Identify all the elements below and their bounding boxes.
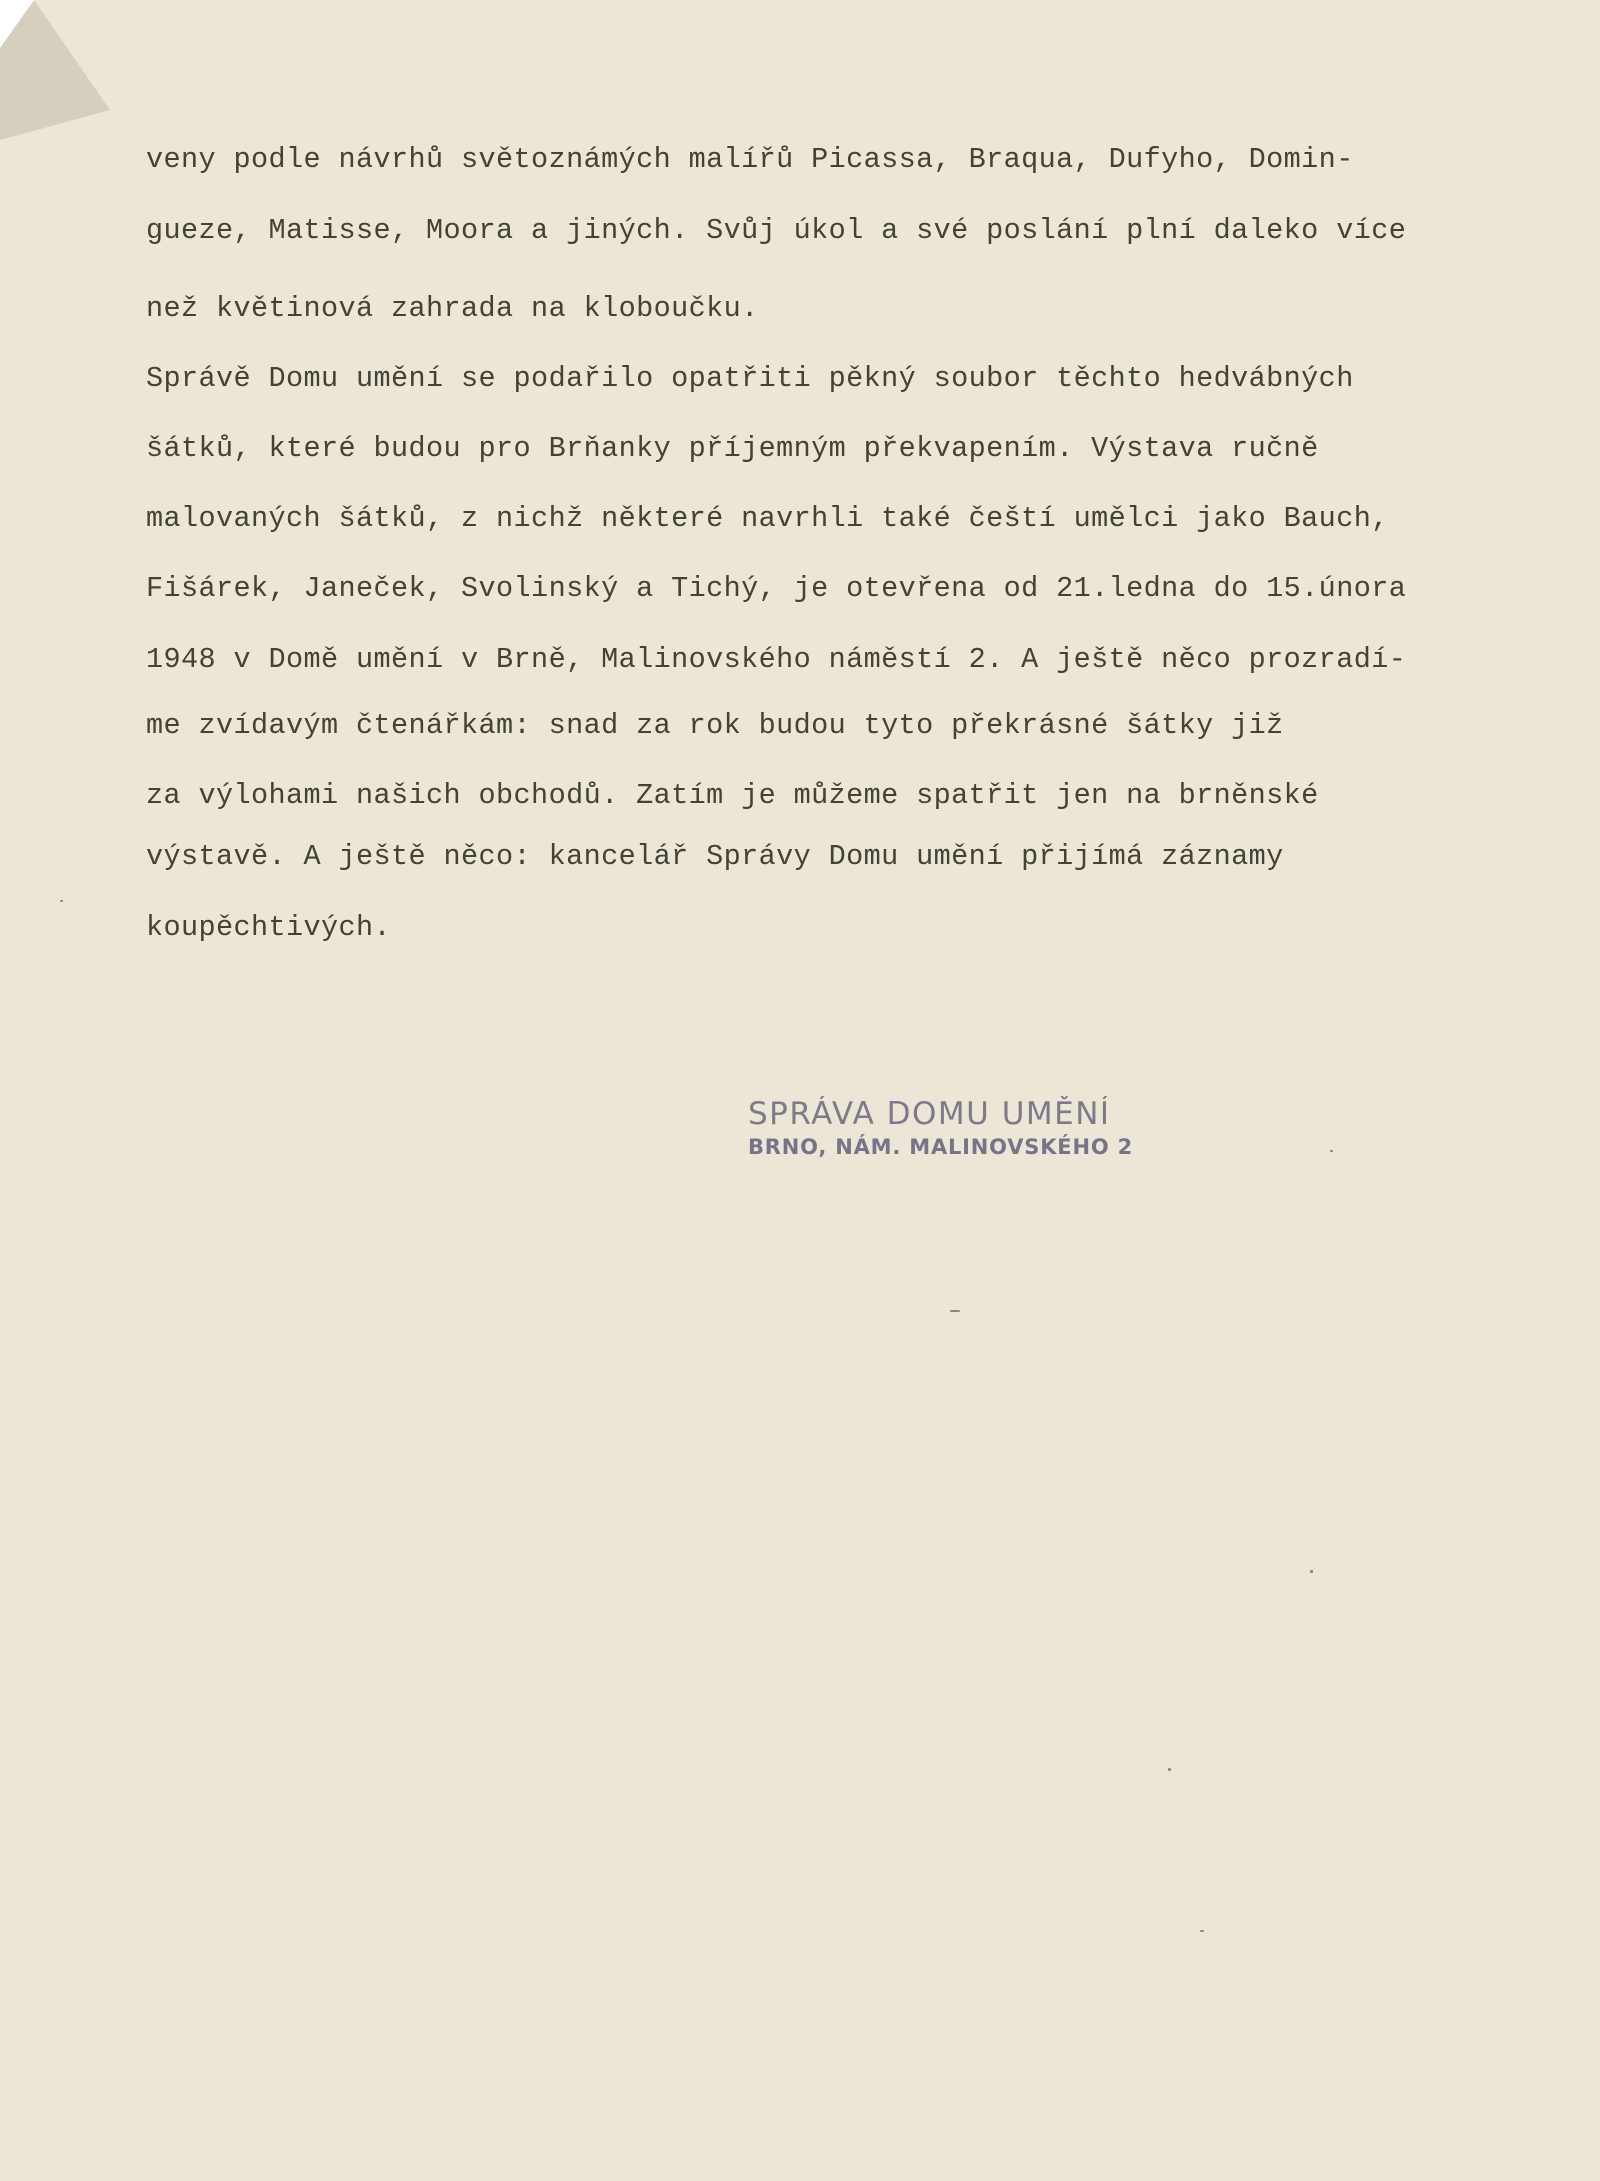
- folded-corner-shadow: [0, 0, 150, 150]
- text-line: koupěchtivých.: [146, 911, 392, 944]
- text-line: gueze, Matisse, Moora a jiných. Svůj úkol a své poslání plní daleko více: [146, 214, 1407, 247]
- paper-speck: [1330, 1150, 1333, 1152]
- text-line: výstavě. A ještě něco: kancelář Správy Domu umění přijímá záznamy: [146, 840, 1284, 873]
- text-line: 1948 v Domě umění v Brně, Malinovského náměstí 2. A ještě něco prozradí-: [146, 643, 1407, 676]
- text-line: malovaných šátků, z nichž některé navrhli také čeští umělci jako Bauch,: [146, 502, 1389, 535]
- text-line: za výlohami našich obchodů. Zatím je můžeme spatřit jen na brněnské: [146, 779, 1319, 812]
- text-line: me zvídavým čtenářkám: snad za rok budou tyto překrásné šátky již: [146, 709, 1284, 742]
- paper-speck: [1310, 1570, 1313, 1573]
- paper-speck: [950, 1310, 960, 1312]
- text-line: Fišárek, Janeček, Svolinský a Tichý, je otevřena od 21.ledna do 15.února: [146, 572, 1407, 605]
- office-stamp: [748, 1095, 1308, 1161]
- stamp-line-1: SPRÁVA DOMU UMĚNÍ: [748, 1096, 1111, 1132]
- text-line: Správě Domu umění se podařilo opatřiti pěkný soubor těchto hedvábných: [146, 362, 1354, 395]
- stamp-line-2: BRNO, NÁM. MALINOVSKÉHO 2: [748, 1135, 1133, 1159]
- paper-speck: [60, 900, 63, 902]
- paper-speck: [1200, 1930, 1204, 1932]
- text-line: šátků, které budou pro Brňanky příjemným překvapením. Výstava ručně: [146, 432, 1319, 465]
- text-line: veny podle návrhů světoznámých malířů Picassa, Braqua, Dufyho, Domin-: [146, 143, 1354, 176]
- text-line: než květinová zahrada na kloboučku.: [146, 292, 759, 325]
- paper-speck: [1168, 1768, 1171, 1771]
